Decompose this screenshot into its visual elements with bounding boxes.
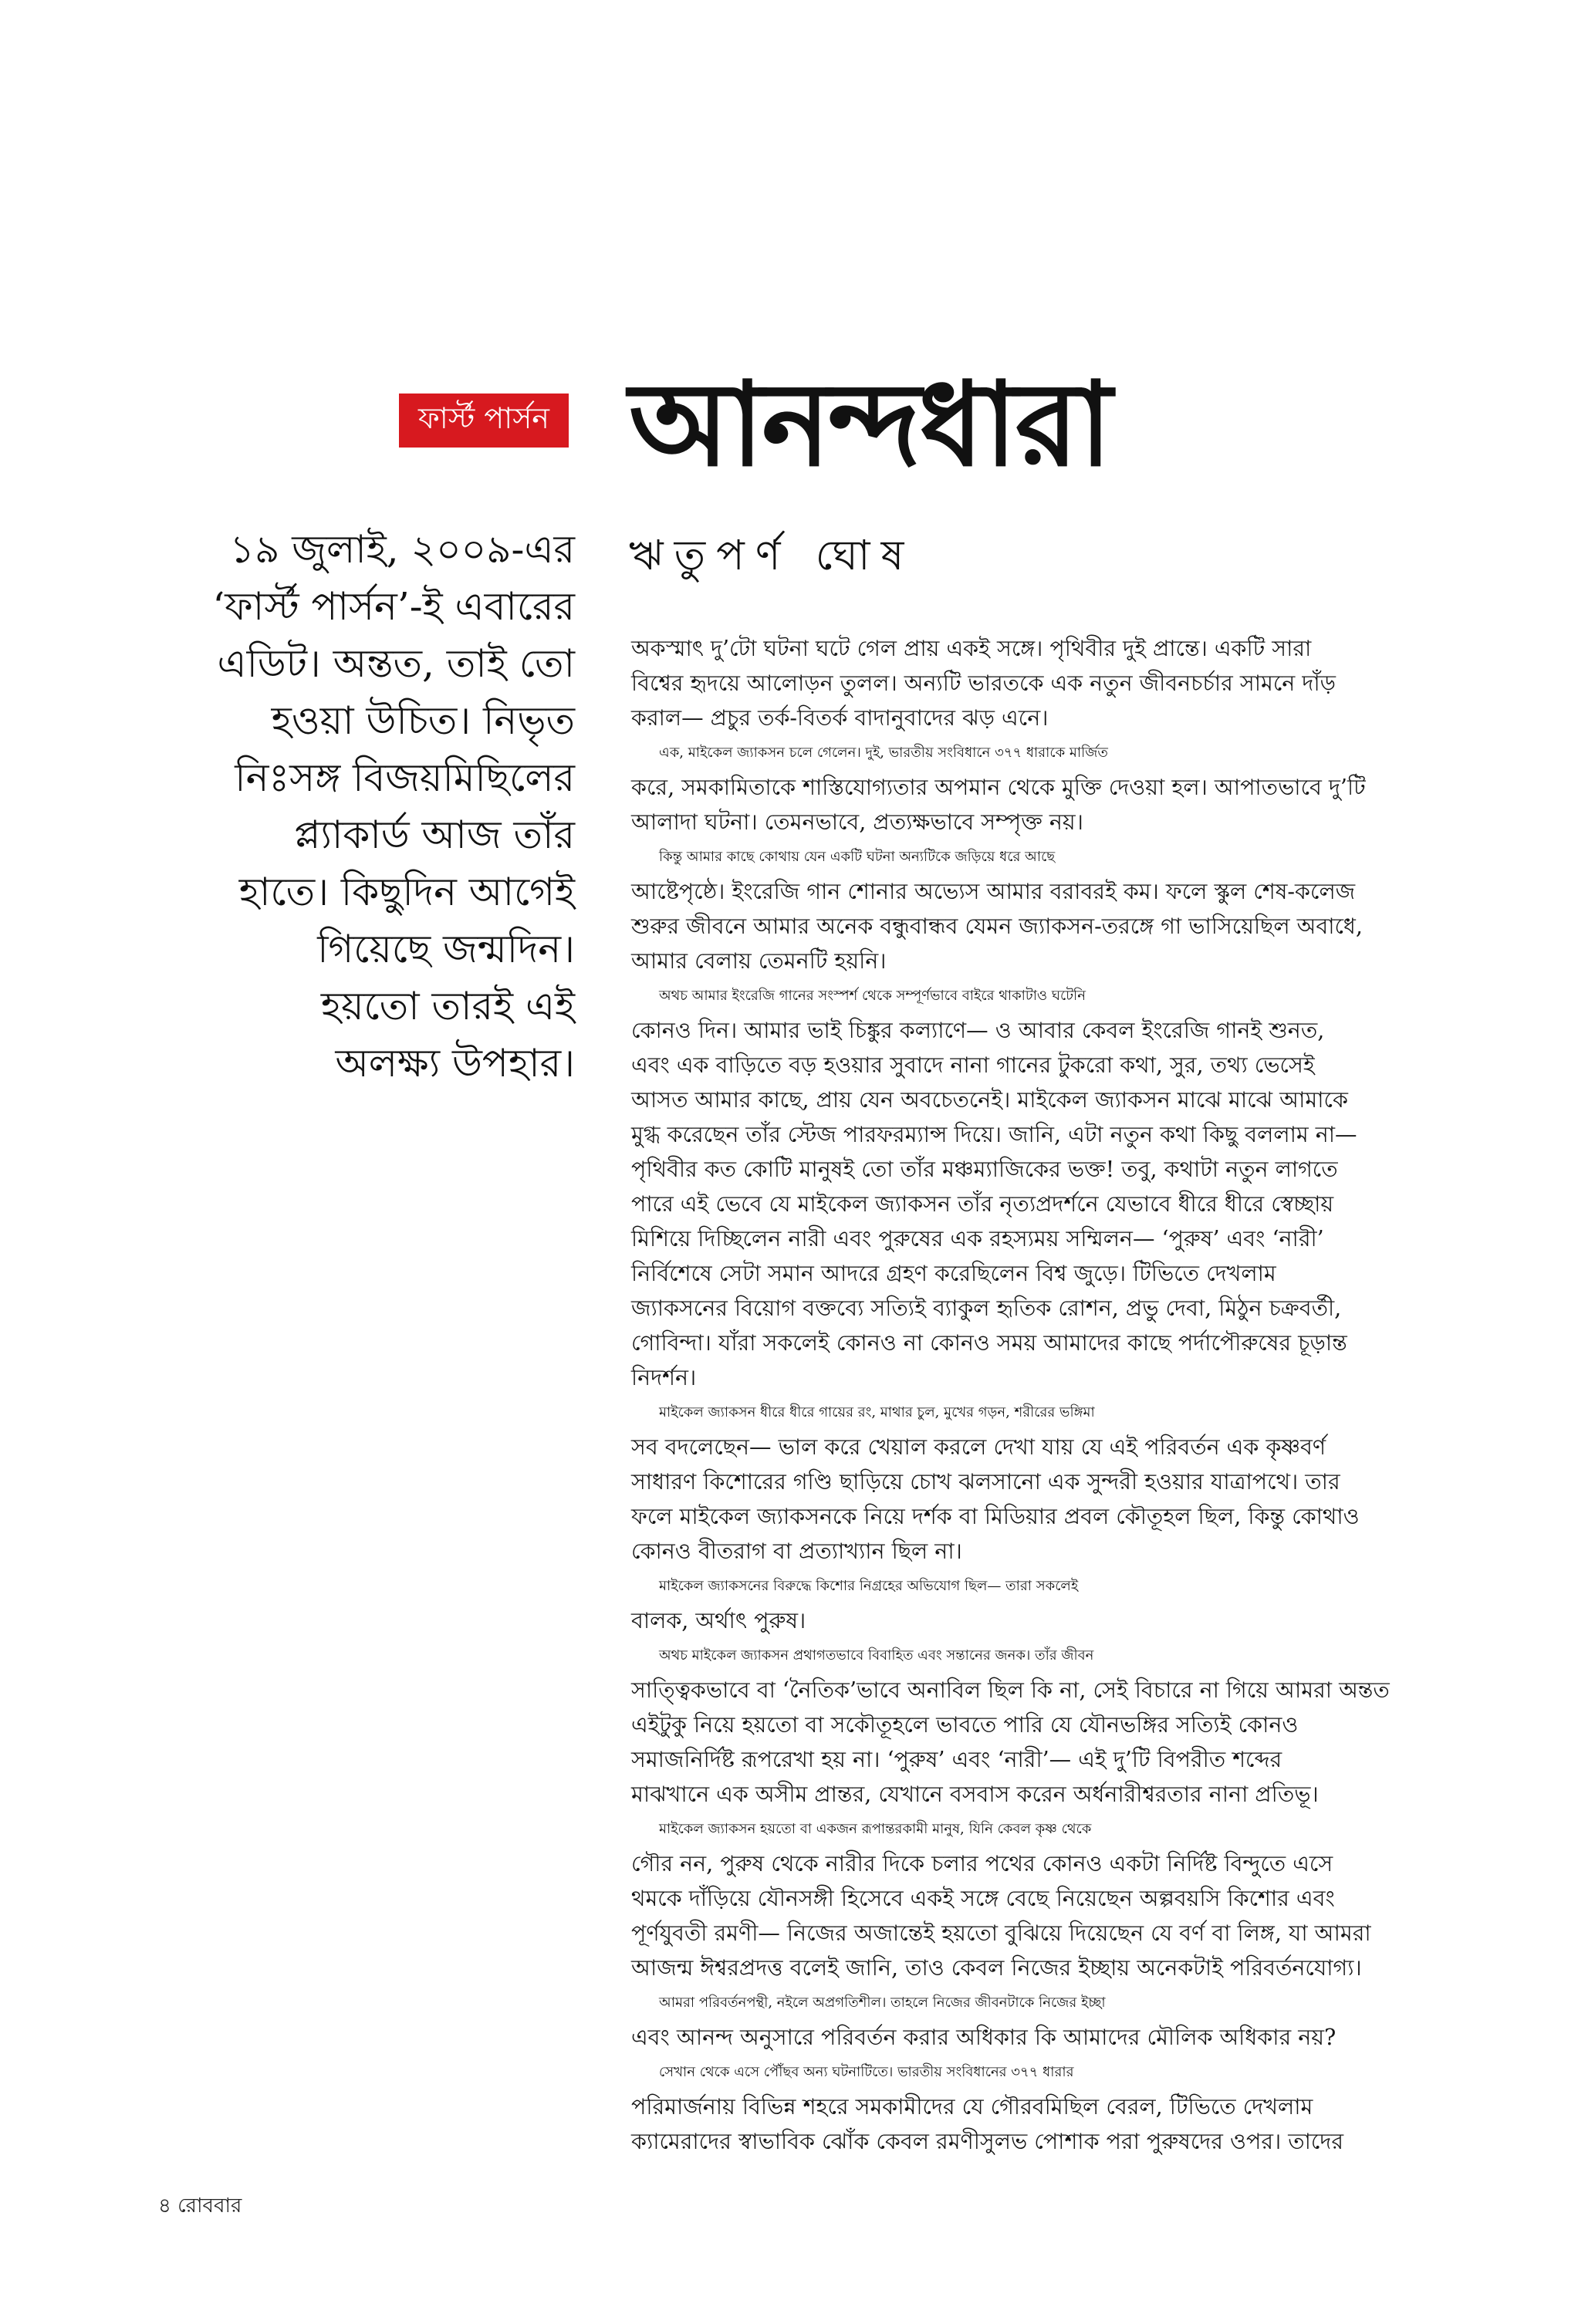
body-line: আমার বেলায় তেমনটি হয়নি। (631, 948, 887, 974)
pull-quote-line: গিয়েছে জন্মদিন। (317, 927, 575, 971)
body-line: বিশ্বের হৃদয়ে আলোড়ন তুলল। অন্যটি ভারতকে এক নতুন জীবনচর্চার সামনে দাঁড় (631, 671, 1336, 696)
body-line: পারে এই ভেবে যে মাইকেল জ্যাকসন তাঁর নৃত্যপ্রদর্শনে যেভাবে ধীরে ধীরে স্বেচ্ছায় (631, 1191, 1334, 1217)
pull-quote-line: ১৯ জুলাই, ২০০৯-এর (229, 527, 575, 572)
article-body (631, 631, 1441, 2159)
section-badge: ফার্স্ট পার্সন (399, 394, 569, 448)
body-line: করে, সমকামিতাকে শাস্তিযোগ্যতার অপমান থেকে মুক্তি দেওয়া হল। আপাতভাবে দু’টি (631, 775, 1366, 800)
body-line: অকস্মাৎ দু’টো ঘটনা ঘটে গেল প্রায় একই সঙ্গে। পৃথিবীর দুই প্রান্তে। একটি সারা (631, 636, 1312, 661)
body-line: আলাদা ঘটনা। তেমনভাবে, প্রত্যক্ষভাবে সম্পৃক্ত নয়। (631, 809, 1083, 835)
body-line: জ্যাকসনের বিয়োগ বক্তব্যে সত্যিই ব্যাকুল হৃতিক রোশন, প্রভু দেবা, মিঠুন চক্রবর্তী, (631, 1295, 1342, 1321)
body-line: সাধারণ কিশোরের গণ্ডি ছাড়িয়ে চোখ ঝলসানো এক সুন্দরী হওয়ার যাত্রাপথে। তার (631, 1469, 1340, 1495)
body-line: পৃথিবীর কত কোটি মানুষই তো তাঁর মঞ্চম্যাজিকের ভক্ত! তবু, কথাটা নতুন লাগতে (631, 1157, 1338, 1182)
body-line: গোবিন্দা। যাঁরা সকলেই কোনও না কোনও সময় আমাদের কাছে পর্দাপৌরুষের চূড়ান্ত (631, 1330, 1347, 1356)
body-line: মিশিয়ে দিচ্ছিলেন নারী এবং পুরুষের এক রহস্যময় সম্মিলন— ‘পুরুষ’ এবং ‘নারী’ (631, 1226, 1324, 1252)
body-line: নিদর্শন। (631, 1365, 697, 1390)
body-line: এইটুকু নিয়ে হয়তো বা সকৌতূহলে ভাবতে পারি যে যৌনভঙ্গির সত্যিই কোনও (631, 1712, 1299, 1738)
body-line: মুগ্ধ করেছেন তাঁর স্টেজ পারফরম্যান্স দিয়ে। জানি, এটা নতুন কথা কিছু বললাম না— (631, 1122, 1357, 1147)
pull-quote-line: হওয়া উচিত। নিভৃত (271, 698, 575, 743)
body-line: মাইকেল জ্যাকসন ধীরে ধীরে গায়ের রং, মাথার চুল, মুখের গড়ন, শরীরের ভঙ্গিমা (659, 1404, 1095, 1420)
author-byline: ঋতুপর্ণ ঘোষ (629, 531, 915, 579)
body-line: এবং আনন্দ অনুসারে পরিবর্তন করার অধিকার কি আমাদের মৌলিক অধিকার নয়? (631, 2025, 1336, 2050)
body-line: কোনও দিন। আমার ভাই চিঙ্কুর কল্যাণে— ও আবার কেবল ইংরেজি গানই শুনত, (631, 1018, 1325, 1043)
body-line: কোনও বীতরাগ বা প্রত্যাখ্যান ছিল না। (631, 1539, 962, 1564)
body-line: সাত্ত্বিকভাবে বা ‘নৈতিক’ভাবে অনাবিল ছিল কি না, সেই বিচারে না গিয়ে আমরা অন্তত (631, 1677, 1390, 1703)
body-line: মাইকেল জ্যাকসন হয়তো বা একজন রূপান্তরকামী মানুষ, যিনি কেবল কৃষ্ণ থেকে (659, 1821, 1092, 1837)
body-line: সেখান থেকে এসে পৌঁছব অন্য ঘটনাটিতে। ভারতীয় সংবিধানের ৩৭৭ ধারার (659, 2064, 1074, 2080)
pull-quote (123, 521, 575, 1092)
body-line: আজন্ম ঈশ্বরপ্রদত্ত বলেই জানি, তাও কেবল নিজের ইচ্ছায় অনেকটাই পরিবর্তনযোগ্য। (631, 1955, 1362, 1981)
body-line: নির্বিশেষে সেটা সমান আদরে গ্রহণ করেছিলেন বিশ্ব জুড়ে। টিভিতে দেখলাম (631, 1261, 1276, 1286)
body-line: শুরুর জীবনে আমার অনেক বন্ধুবান্ধব যেমন জ্যাকসন-তরঙ্গে গা ভাসিয়েছিল অবাধে, (631, 914, 1363, 939)
masthead-title: আনন্দধারা (629, 356, 1110, 492)
body-line: কিন্তু আমার কাছে কোথায় যেন একটি ঘটনা অন্যটিকে জড়িয়ে ধরে আছে (659, 849, 1056, 865)
body-line: সব বদলেছেন— ভাল করে খেয়াল করলে দেখা যায় যে এই পরিবর্তন এক কৃষ্ণবর্ণ (631, 1434, 1326, 1460)
body-line: মাঝখানে এক অসীম প্রান্তর, যেখানে বসবাস করেন অর্ধনারীশ্বরতার নানা প্রতিভূ। (631, 1782, 1319, 1807)
body-line: করাল— প্রচুর তর্ক-বিতর্ক বাদানুবাদের ঝড় এনে। (631, 705, 1049, 731)
pull-quote-line: নিঃসঙ্গ বিজয়মিছিলের (235, 755, 575, 800)
body-line: আসত আমার কাছে, প্রায় যেন অবচেতনেই। মাইকেল জ্যাকসন মাঝে মাঝে আমাকে (631, 1087, 1348, 1113)
pull-quote-line: হাতে। কিছুদিন আগেই (238, 870, 575, 914)
body-line: আমরা পরিবর্তনপন্থী, নইলে অপ্রগতিশীল। তাহলে নিজের জীবনটাকে নিজের ইচ্ছা (659, 1995, 1106, 2011)
pull-quote-line: ‘ফার্স্ট পার্সন’-ই এবারের (212, 584, 575, 629)
body-line: মাইকেল জ্যাকসনের বিরুদ্ধে কিশোর নিগ্রহের অভিযোগ ছিল— তারা সকলেই (659, 1578, 1079, 1594)
body-line: পরিমার্জনায় বিভিন্ন শহরে সমকামীদের যে গৌরবমিছিল বেরল, টিভিতে দেখলাম (631, 2094, 1313, 2120)
body-line: বালক, অর্থাৎ পুরুষ। (631, 1608, 806, 1633)
pull-quote-line: অলক্ষ্য উপহার। (335, 1041, 575, 1086)
pull-quote-line: প্ল্যাকার্ড আজ তাঁর (294, 812, 575, 857)
body-line: ক্যামেরাদের স্বাভাবিক ঝোঁক কেবল রমণীসুলভ পোশাক পরা পুরুষদের ওপর। তাদের (631, 2129, 1344, 2154)
pull-quote-line: এডিট। অন্তত, তাই তো (217, 641, 575, 686)
body-line: পূর্ণযুবতী রমণী— নিজের অজান্তেই হয়তো বুঝিয়ে দিয়েছেন যে বর্ণ বা লিঙ্গ, যা আমরা (631, 1920, 1371, 1946)
body-line: সমাজনির্দিষ্ট রূপরেখা হয় না। ‘পুরুষ’ এবং ‘নারী’— এই দু’টি বিপরীত শব্দের (631, 1747, 1282, 1772)
body-line: ফলে মাইকেল জ্যাকসনকে নিয়ে দর্শক বা মিডিয়ার প্রবল কৌতূহল ছিল, কিন্তু কোথাও (631, 1504, 1360, 1529)
pull-quote-line: হয়তো তারই এই (320, 984, 575, 1029)
body-line: অথচ আমার ইংরেজি গানের সংস্পর্শ থেকে সম্পূর্ণভাবে বাইরে থাকাটাও ঘটেনি (659, 988, 1086, 1004)
body-line: অথচ মাইকেল জ্যাকসন প্রথাগতভাবে বিবাহিত এবং সন্তানের জনক। তাঁর জীবন (659, 1647, 1094, 1664)
body-line: থমকে দাঁড়িয়ে যৌনসঙ্গী হিসেবে একই সঙ্গে বেছে নিয়েছেন অল্পবয়সি কিশোর এবং (631, 1886, 1335, 1911)
body-line: এবং এক বাড়িতে বড় হওয়ার সুবাদে নানা গানের টুকরো কথা, সুর, তথ্য ভেসেই (631, 1052, 1315, 1078)
page-folio: ৪ রোববার (158, 2194, 242, 2218)
body-line: আষ্টেপৃষ্ঠে। ইংরেজি গান শোনার অভ্যেস আমার বরাবরই কম। ফলে স্কুল শেষ-কলেজ (631, 879, 1356, 904)
body-line: গৌর নন, পুরুষ থেকে নারীর দিকে চলার পথের কোনও একটা নির্দিষ্ট বিন্দুতে এসে (631, 1851, 1333, 1876)
body-line: এক, মাইকেল জ্যাকসন চলে গেলেন। দুই, ভারতীয় সংবিধানে ৩৭৭ ধারাকে মার্জিত (659, 745, 1108, 761)
